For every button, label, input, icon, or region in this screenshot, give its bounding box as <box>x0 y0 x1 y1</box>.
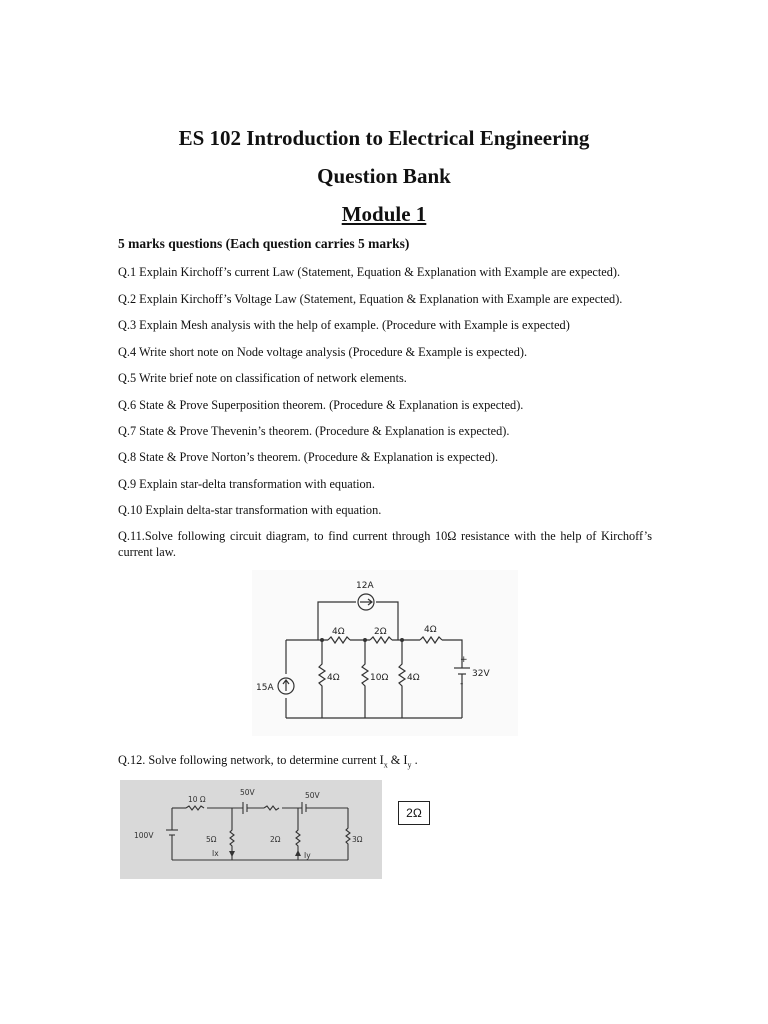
side-box-label: 2Ω <box>398 801 430 825</box>
label-2ohm: 2Ω <box>270 835 281 844</box>
question-12: Q.12. Solve following network, to determine current $I_x$ & $I_y$ . <box>118 753 418 770</box>
label-r-shunt-3: 4Ω <box>407 673 420 683</box>
label-32V: 32V <box>472 669 490 679</box>
question-3: Q.3 Explain Mesh analysis with the help of example. (Procedure with Example is expected) <box>118 318 570 332</box>
label-r-top-left: 4Ω <box>332 627 345 637</box>
label-r-shunt-1: 4Ω <box>327 673 340 683</box>
label-r-shunt-2: 10Ω <box>370 673 389 683</box>
question-9: Q.9 Explain star-delta transformation with equation. <box>118 477 375 491</box>
label-10ohm: 10 Ω <box>188 795 206 804</box>
label-ix: Ix <box>212 849 219 858</box>
label-12A: 12A <box>356 581 374 591</box>
module-heading: Module 1 <box>341 202 427 226</box>
document-title: Question Bank <box>317 164 451 188</box>
label-15A: 15A <box>256 683 274 693</box>
question-7: Q.7 State & Prove Thevenin’s theorem. (Procedure & Explanation is expected). <box>118 424 510 438</box>
question-10: Q.10 Explain delta-star transformation with equation. <box>118 503 382 517</box>
question-11: Q.11.Solve following circuit diagram, to find current through 10Ω resistance with the help of Kirchoff’s current law. <box>118 529 652 559</box>
question-6: Q.6 State & Prove Superposition theorem. (Procedure & Explanation is expected). <box>118 398 524 412</box>
question-1: Q.1 Explain Kirchoff’s current Law (Statement, Equation & Explanation with Example are expected). <box>118 265 621 279</box>
question-4: Q.4 Write short note on Node voltage analysis (Procedure & Example is expected). <box>118 345 528 359</box>
question-8: Q.8 State & Prove Norton’s theorem. (Procedure & Explanation is expected). <box>118 450 499 464</box>
label-3ohm: 3Ω <box>352 835 363 844</box>
label-r-top-right: 4Ω <box>424 625 437 635</box>
circuit-diagram-q11 <box>252 570 518 736</box>
label-50v-2: 50V <box>305 791 320 800</box>
course-title: ES 102 Introduction to Electrical Engineering <box>178 126 590 150</box>
label-50v-1: 50V <box>240 788 255 797</box>
question-5: Q.5 Write brief note on classification of network elements. <box>118 371 407 385</box>
circuit-diagram-q12 <box>120 780 382 879</box>
question-2: Q.2 Explain Kirchoff’s Voltage Law (Statement, Equation & Explanation with Example are expected). <box>118 292 623 306</box>
label-minus: - <box>460 679 464 689</box>
label-plus: + <box>460 655 468 665</box>
label-100v: 100V <box>134 831 154 840</box>
label-r-top-mid: 2Ω <box>374 627 387 637</box>
label-iy: Iy <box>304 851 311 860</box>
section-heading: 5 marks questions (Each question carries 5 marks) <box>118 236 410 251</box>
label-5ohm: 5Ω <box>206 835 217 844</box>
